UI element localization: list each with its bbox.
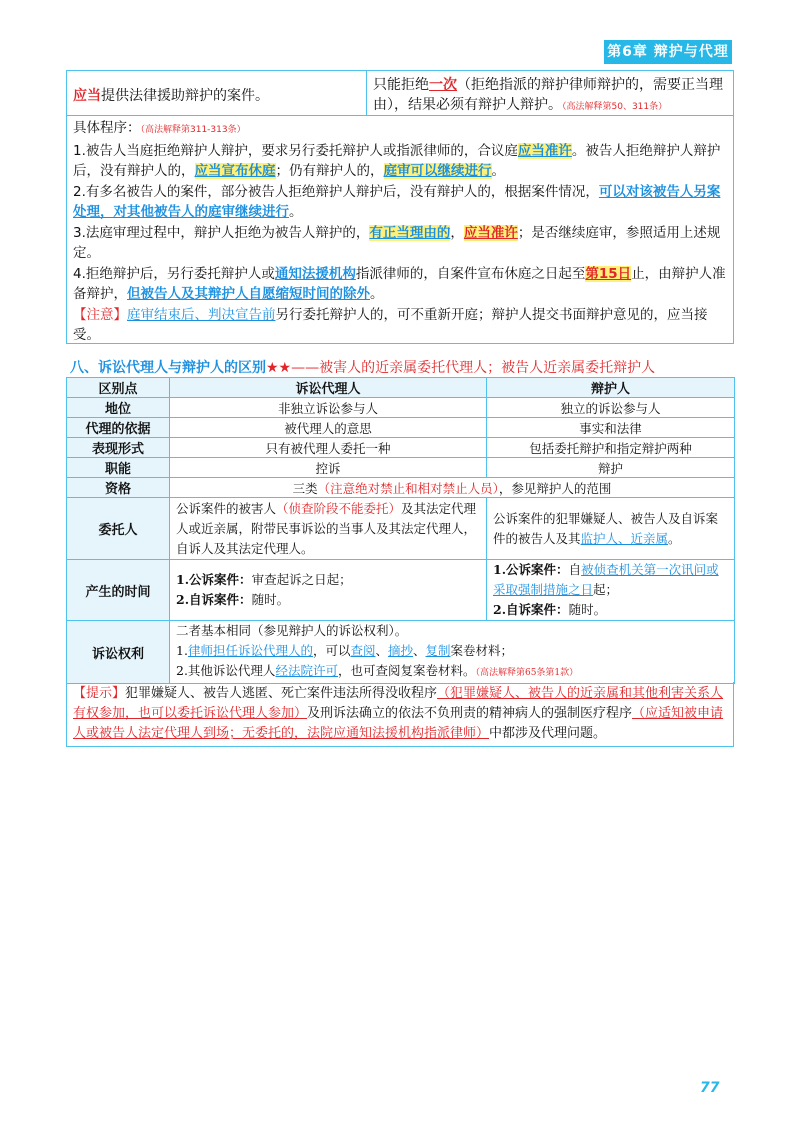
top-table-left-cell: [67, 71, 367, 115]
refusal-procedure-box: [66, 70, 734, 344]
table-row: 代理的依据 被代理人的意思 事实和法律: [67, 418, 735, 438]
table-row: 表现形式 只有被代理人委托一种 包括委托辩护和指定辩护两种: [67, 438, 735, 458]
right-a: 只能拒绝: [373, 77, 429, 93]
page-number: 77: [700, 1080, 720, 1096]
left-prefix: 应当: [73, 88, 101, 104]
header-agent: 诉讼代理人: [170, 378, 487, 398]
right-ref: （高法解释第50、311条）: [562, 102, 668, 112]
procedure-ref: （高法解释第311-313条）: [140, 125, 246, 135]
section-8-subtitle: ——被害人的近亲属委托代理人；被告人近亲属委托辩护人: [291, 360, 656, 376]
section-8-title: 八、诉讼代理人与辩护人的区别★★——被害人的近亲属委托代理人；被告人近亲属委托辩护人: [70, 360, 656, 376]
procedure-title: 具体程序：（高法解释第311-313条）: [73, 120, 246, 136]
tip-label: 【提示】: [73, 686, 126, 701]
header-distinction: 区别点: [67, 378, 170, 398]
star-rating: ★★: [266, 360, 292, 376]
table-row: 委托人 公诉案件的被害人（侦查阶段不能委托）及其法定代理人或近亲属，附带民事诉讼的当事人及其法定代理人，自诉人及其法定代理人。 公诉案件的犯罪嫌疑人、被告人及自诉案件的被告人及其监护人、近亲属。: [67, 498, 735, 560]
top-table-row: [67, 71, 733, 116]
right-once: 一次: [429, 77, 457, 93]
right-b: （拒绝指派的辩护律师辩护的，需要正当理由），结果必须有辩护人辩护。: [373, 77, 723, 113]
chapter-tag: 第6章 辩护与代理: [604, 40, 732, 64]
comparison-table: [66, 377, 735, 684]
left-rest: 提供法律援助辩护的案件。: [101, 88, 269, 104]
procedure-body: [67, 116, 733, 348]
table-row: 资格 三类（注意绝对禁止和相对禁止人员），参见辩护人的范围: [67, 478, 735, 498]
procedure-note: 【注意】庭审结束后、判决宣告前另行委托辩护人的，可不重新开庭；辩护人提交书面辩护意见的，应当接受。: [73, 306, 708, 343]
table-row: 地位 非独立诉讼参与人 独立的诉讼参与人: [67, 398, 735, 418]
procedure-item-3: 3.法庭审理过程中，辩护人拒绝为被告人辩护的，有正当理由的，应当准许；是否继续庭审，参照适用上述规定。: [73, 224, 721, 261]
table-row: 职能 控诉 辩护: [67, 458, 735, 478]
top-table-right-cell: [367, 71, 733, 115]
table-header-row: [67, 378, 735, 398]
procedure-item-4: 4.拒绝辩护后，另行委托辩护人或通知法援机构指派律师的，自案件宣布休庭之日起至第15日止，由辩护人准备辩护，但被告人及其辩护人自愿缩短时间的除外。: [73, 265, 726, 302]
table-row: 产生的时间 1.公诉案件：审查起诉之日起； 2.自诉案件：随时。 1.公诉案件：自被侦查机关第一次讯问或采取强制措施之日起； 2.自诉案件：随时。: [67, 560, 735, 621]
tip-box: 【提示】犯罪嫌疑人、被告人逃匿、死亡案件违法所得没收程序（犯罪嫌疑人、被告人的近亲属和其他利害关系人有权参加，也可以委托诉讼代理人参加）及刑诉法确立的依法不负刑责的精神病人的强制医疗程序（应适知被申请人或被告人法定代理人到场；无委托的，法院应通知法援机构指派律师）中都涉及代理问题。: [66, 682, 734, 747]
table-row: 诉讼权利 二者基本相同（参见辩护人的诉讼权利）。 1.律师担任诉讼代理人的，可以查阅、摘抄、复制案卷材料； 2.其他诉讼代理人经法院许可，也可查阅复案卷材料。（高法解释第65条第1款）: [67, 621, 735, 684]
procedure-item-2: 2.有多名被告人的案件，部分被告人拒绝辩护人辩护后，没有辩护人的，根据案件情况，可以对该被告人另案处理，对其他被告人的庭审继续进行。: [73, 183, 721, 220]
procedure-item-1: 1.被告人当庭拒绝辩护人辩护，要求另行委托辩护人或指派律师的，合议庭应当准许。被告人拒绝辩护人辩护后，没有辩护人的，应当宣布休庭；仍有辩护人的，庭审可以继续进行。: [73, 142, 721, 179]
header-defender: 辩护人: [487, 378, 735, 398]
